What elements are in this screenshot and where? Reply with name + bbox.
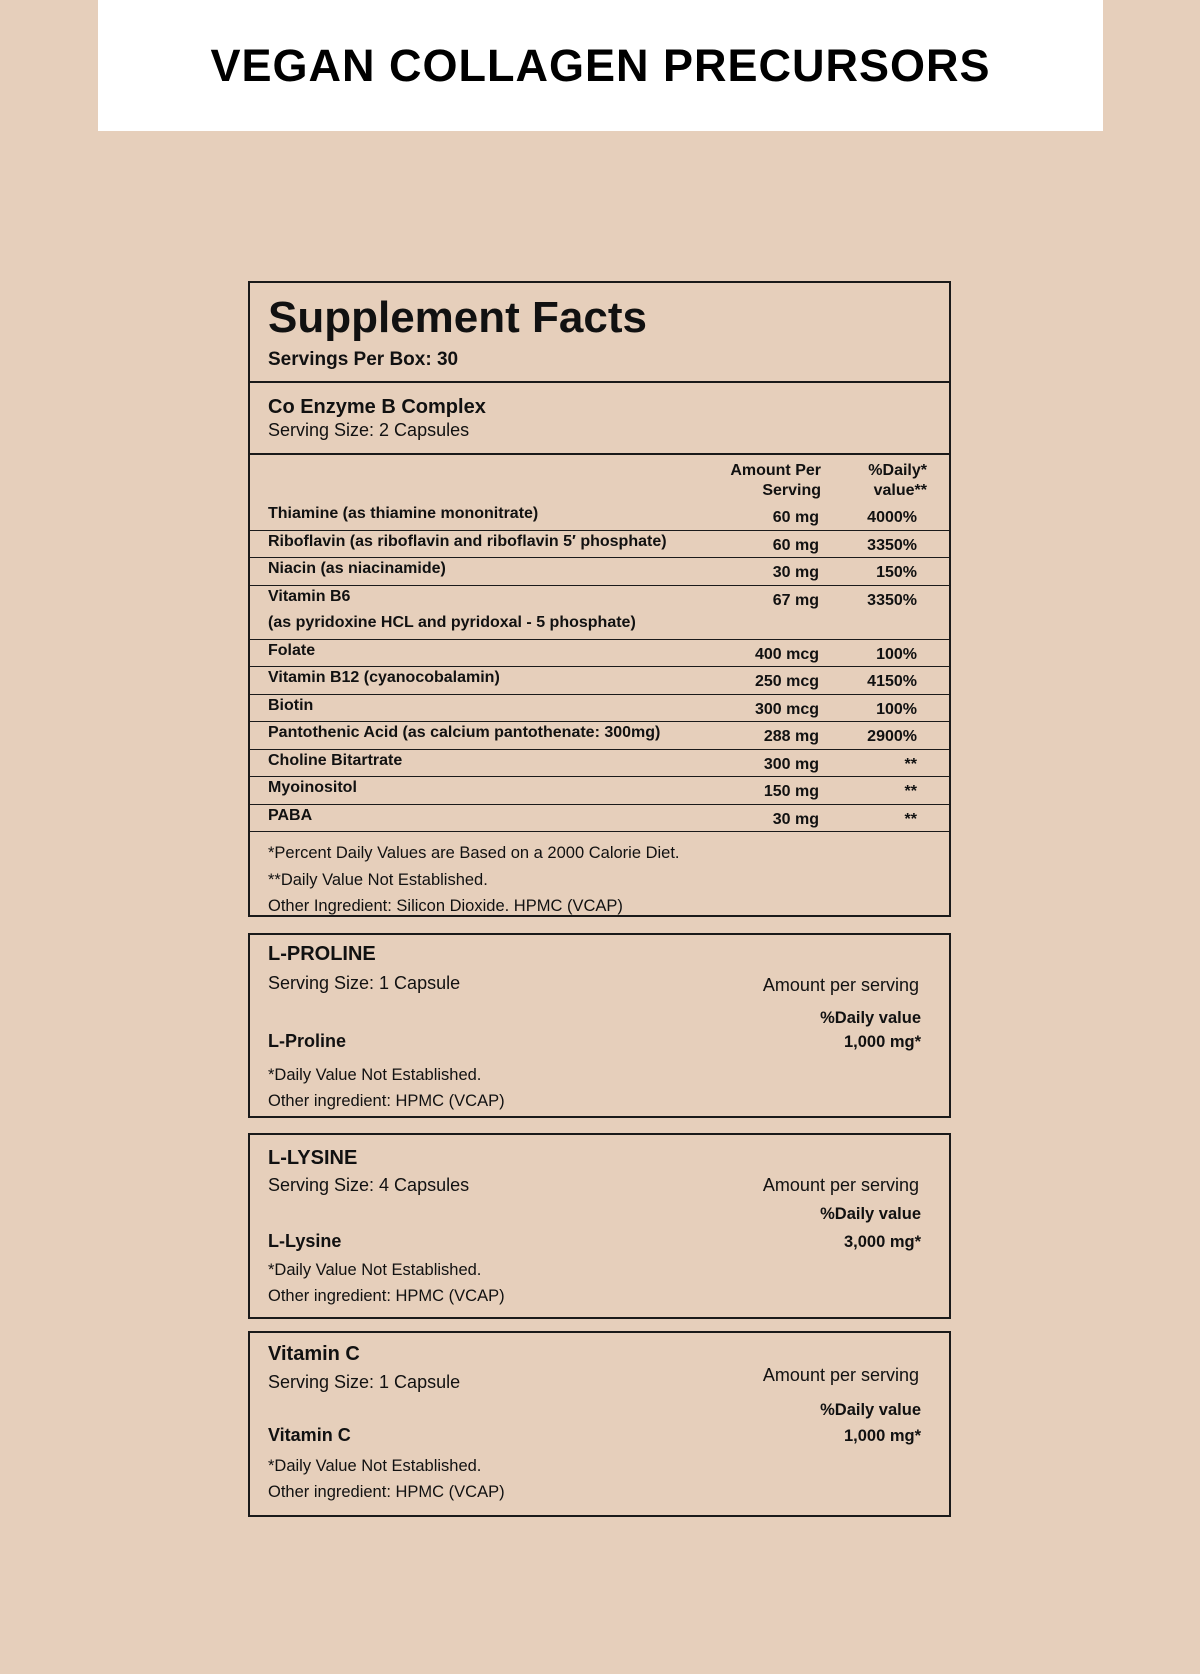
footnote-percent-dv: *Percent Daily Values are Based on a 2000 Calorie Diet. xyxy=(268,844,680,862)
nutrient-amount: 60 mg xyxy=(772,536,819,554)
nutrient-name: Myoinositol xyxy=(268,779,357,796)
panel-title: L-PROLINE xyxy=(268,943,376,965)
dv-header-line2: value** xyxy=(873,482,927,499)
nutrient-name: Biotin xyxy=(268,696,314,714)
table-row xyxy=(250,777,949,805)
other-ingredient-note: Other ingredient: HPMC (VCAP) xyxy=(268,1092,505,1110)
facts-footnotes xyxy=(250,832,949,920)
table-row xyxy=(250,640,949,668)
amount-per-serving-label: Amount per serving xyxy=(762,1365,919,1385)
supplement-facts-panel xyxy=(248,281,951,917)
dv-not-established-note: *Daily Value Not Established. xyxy=(268,1066,482,1084)
nutrient-name: Vitamin B6 xyxy=(268,587,351,605)
amount-header-line1: Amount Per xyxy=(730,462,821,479)
nutrient-amount: 300 mcg xyxy=(754,700,819,718)
ingredient-amount: 1,000 mg* xyxy=(843,1033,921,1051)
serving-size: Serving Size: 4 Capsules xyxy=(268,1175,470,1195)
dv-not-established-note: *Daily Value Not Established. xyxy=(268,1261,482,1279)
servings-per-box: Servings Per Box: 30 xyxy=(268,349,459,370)
nutrient-name: Vitamin B12 (cyanocobalamin) xyxy=(268,669,500,686)
nutrient-dv: ** xyxy=(904,810,917,828)
dv-column-header xyxy=(817,461,927,501)
serving-size: Serving Size: 1 Capsule xyxy=(268,973,461,993)
nutrient-table xyxy=(250,503,949,832)
footnote-dv-not-established: **Daily Value Not Established. xyxy=(268,870,488,889)
nutrient-dv: 4150% xyxy=(867,673,917,690)
complex-name: Co Enzyme B Complex xyxy=(268,396,486,418)
nutrient-dv: 4000% xyxy=(867,509,917,526)
amount-column-header xyxy=(661,461,821,501)
nutrient-amount: 150 mg xyxy=(763,783,819,800)
l-lysine-panel xyxy=(248,1133,951,1319)
other-ingredient-note: Other ingredient: HPMC (VCAP) xyxy=(268,1287,505,1305)
nutrient-name: Folate xyxy=(268,641,316,659)
panel-title: Vitamin C xyxy=(268,1343,360,1365)
nutrient-dv: 2900% xyxy=(867,728,917,745)
nutrient-subname: (as pyridoxine HCL and pyridoxal - 5 phosphate) xyxy=(268,613,636,631)
vitamin-c-panel xyxy=(248,1331,951,1517)
page-title: VEGAN COLLAGEN PRECURSORS xyxy=(210,39,991,91)
nutrient-name: Pantothenic Acid (as calcium pantothenate: 300mg) xyxy=(268,724,661,741)
nutrient-name: PABA xyxy=(268,806,313,824)
table-row xyxy=(250,558,949,586)
ingredient-name: L-Lysine xyxy=(268,1231,342,1251)
panel-title: L-LYSINE xyxy=(268,1147,358,1169)
amount-per-serving-label: Amount per serving xyxy=(762,975,919,995)
complex-serving-size: Serving Size: 2 Capsules xyxy=(268,420,470,440)
table-row xyxy=(250,531,949,559)
column-headers xyxy=(250,455,949,503)
ingredient-amount: 3,000 mg* xyxy=(843,1233,921,1251)
table-row xyxy=(250,667,949,695)
nutrient-amount: 400 mcg xyxy=(754,645,819,663)
nutrient-dv: 3350% xyxy=(867,536,917,554)
amount-header-line2: Serving xyxy=(762,482,821,499)
other-ingredient-note: Other ingredient: HPMC (VCAP) xyxy=(268,1483,505,1501)
nutrient-dv: ** xyxy=(904,783,917,800)
amount-per-serving-label: Amount per serving xyxy=(762,1175,919,1195)
nutrient-name: Thiamine (as thiamine mononitrate) xyxy=(268,505,539,522)
nutrient-amount: 67 mg xyxy=(772,591,819,609)
ingredient-name: Vitamin C xyxy=(268,1425,351,1445)
footnote-other-ingredient: Other Ingredient: Silicon Dioxide. HPMC (VCAP) xyxy=(268,897,623,915)
dv-not-established-note: *Daily Value Not Established. xyxy=(268,1457,482,1475)
nutrient-dv: 3350% xyxy=(867,591,917,609)
table-row xyxy=(250,805,949,833)
nutrient-dv: 100% xyxy=(876,700,917,718)
dv-header-line1: %Daily* xyxy=(868,462,927,479)
serving-size: Serving Size: 1 Capsule xyxy=(268,1372,461,1392)
table-row xyxy=(250,503,949,531)
title-banner xyxy=(98,0,1103,131)
daily-value-label: %Daily value xyxy=(820,1401,921,1419)
daily-value-label: %Daily value xyxy=(820,1009,921,1027)
ingredient-name: L-Proline xyxy=(268,1031,347,1051)
table-row xyxy=(250,586,949,640)
facts-header xyxy=(250,283,949,383)
nutrient-amount: 30 mg xyxy=(772,810,819,828)
nutrient-amount: 30 mg xyxy=(772,564,819,581)
nutrient-dv: 100% xyxy=(876,645,917,663)
nutrient-amount: 250 mcg xyxy=(754,673,819,690)
table-row xyxy=(250,695,949,723)
table-row xyxy=(250,722,949,750)
nutrient-name: Choline Bitartrate xyxy=(268,751,403,769)
nutrient-amount: 288 mg xyxy=(763,728,819,745)
complex-header xyxy=(250,383,949,455)
nutrient-amount: 300 mg xyxy=(763,755,819,773)
nutrient-name: Riboflavin (as riboflavin and riboflavin 5′ phosphate) xyxy=(268,532,667,550)
nutrient-amount: 60 mg xyxy=(772,509,819,526)
daily-value-label: %Daily value xyxy=(820,1205,921,1223)
nutrient-name: Niacin (as niacinamide) xyxy=(268,560,446,577)
nutrient-dv: 150% xyxy=(876,564,917,581)
ingredient-amount: 1,000 mg* xyxy=(843,1427,921,1445)
l-proline-panel xyxy=(248,933,951,1118)
nutrient-dv: ** xyxy=(904,755,917,773)
table-row xyxy=(250,750,949,778)
facts-title: Supplement Facts xyxy=(268,293,647,342)
